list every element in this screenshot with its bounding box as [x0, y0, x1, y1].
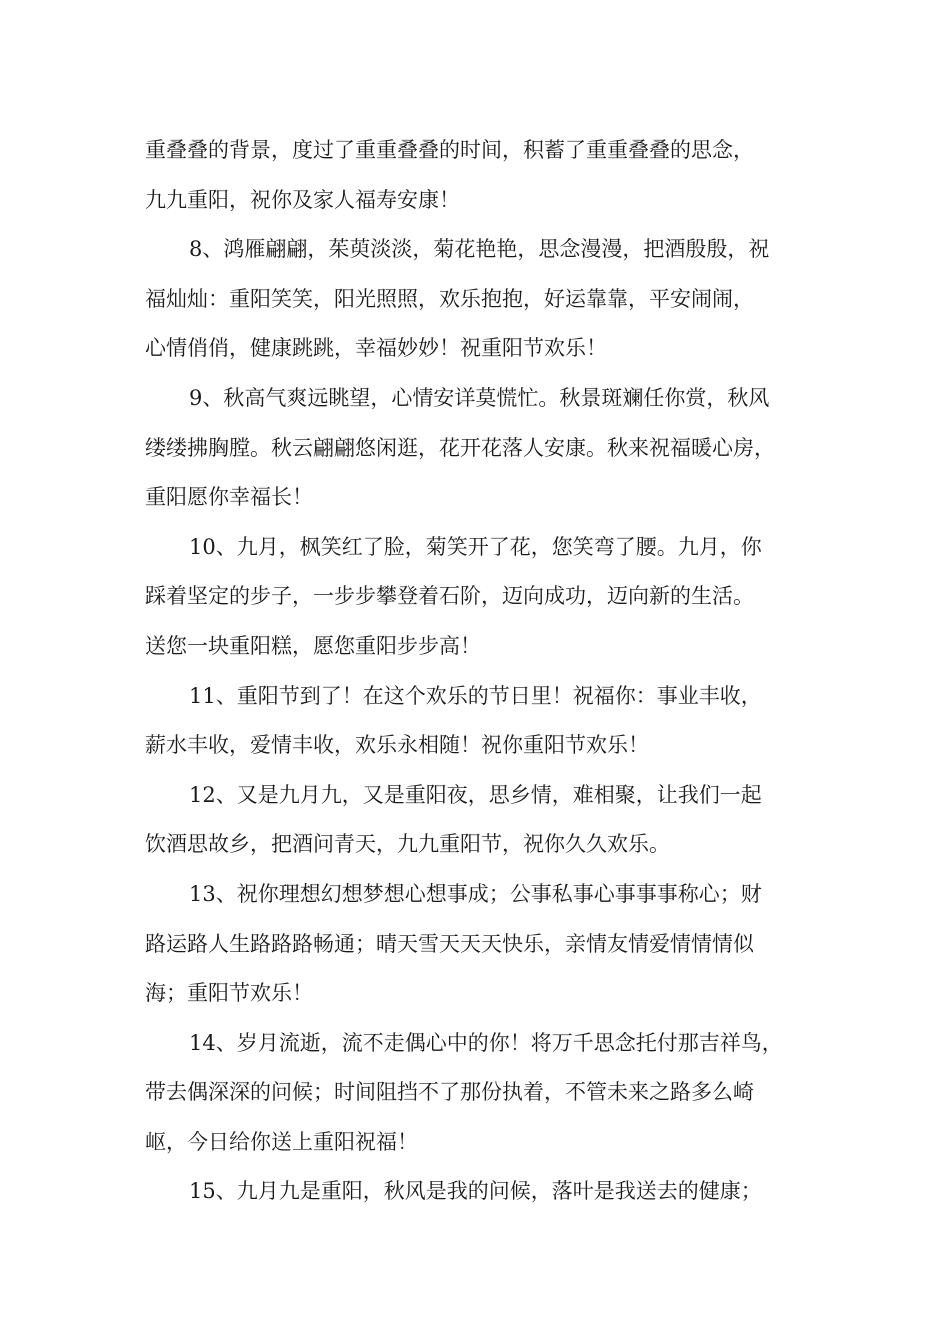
text-line: 薪水丰收，爱情丰收，欢乐永相随！祝你重阳节欢乐！ [145, 733, 649, 758]
text-line: 12、又是九月九，又是重阳夜，思乡情，难相聚，让我们一起 [189, 782, 762, 807]
text-line: 路运路人生路路路畅通；晴天雪天天天快乐，亲情友情爱情情情似 [145, 931, 754, 956]
text-line: 15、九月九是重阳，秋风是我的问候，落叶是我送去的健康； [189, 1179, 762, 1204]
text-line: 带去偶深深的问候；时间阻挡不了那份执着，不管未来之路多么崎 [145, 1080, 754, 1105]
text-line: 九九重阳，祝你及家人福寿安康！ [145, 187, 460, 212]
paragraph-item-11 [145, 672, 810, 771]
text-line: 踩着坚定的步子，一步步攀登着石阶，迈向成功，迈向新的生活。 [145, 584, 754, 609]
text-line: 海；重阳节欢乐！ [145, 981, 313, 1006]
text-line: 缕缕拂胸膛。秋云翩翩悠闲逛，花开花落人安康。秋来祝福暖心房， [145, 435, 775, 460]
text-line: 心情俏俏，健康跳跳，幸福妙妙！祝重阳节欢乐！ [145, 336, 607, 361]
text-line: 重叠叠的背景，度过了重重叠叠的时间，积蓄了重重叠叠的思念， [145, 138, 754, 162]
text-line: 送您一块重阳糕，愿您重阳步步高！ [145, 633, 481, 658]
paragraph-item-8 [145, 225, 810, 374]
paragraph-item-15 [145, 1167, 810, 1217]
text-line: 14、岁月流逝，流不走偶心中的你！将万千思念托付那吉祥鸟， [189, 1030, 783, 1055]
paragraph-item-13 [145, 870, 810, 1019]
text-line: 岖，今日给你送上重阳祝福！ [145, 1129, 418, 1154]
text-line: 福灿灿：重阳笑笑，阳光照照，欢乐抱抱，好运靠靠，平安闹闹， [145, 286, 754, 311]
text-line: 10、九月，枫笑红了脸，菊笑开了花，您笑弯了腰。九月，你 [189, 534, 762, 559]
text-line: 饮酒思故乡，把酒问青天，九九重阳节，祝你久久欢乐。 [145, 832, 670, 857]
paragraph-item-14 [145, 1019, 810, 1168]
text-line: 重阳愿你幸福长！ [145, 485, 313, 510]
text-line: 9、秋高气爽远眺望，心情安详莫慌忙。秋景斑斓任你赏，秋风 [189, 385, 770, 410]
text-line: 11、重阳节到了！在这个欢乐的节日里！祝福你：事业丰收， [189, 683, 762, 708]
paragraph-continuation [145, 126, 810, 225]
paragraph-item-10 [145, 523, 810, 672]
paragraph-item-9 [145, 374, 810, 523]
text-line: 8、鸿雁翩翩，茱萸淡淡，菊花艳艳，思念漫漫，把酒殷殷，祝 [189, 237, 770, 262]
paragraph-item-12 [145, 771, 810, 870]
document-body [145, 126, 810, 1217]
text-line: 13、祝你理想幻想梦想心想事成；公事私事心事事事称心；财 [189, 881, 762, 906]
